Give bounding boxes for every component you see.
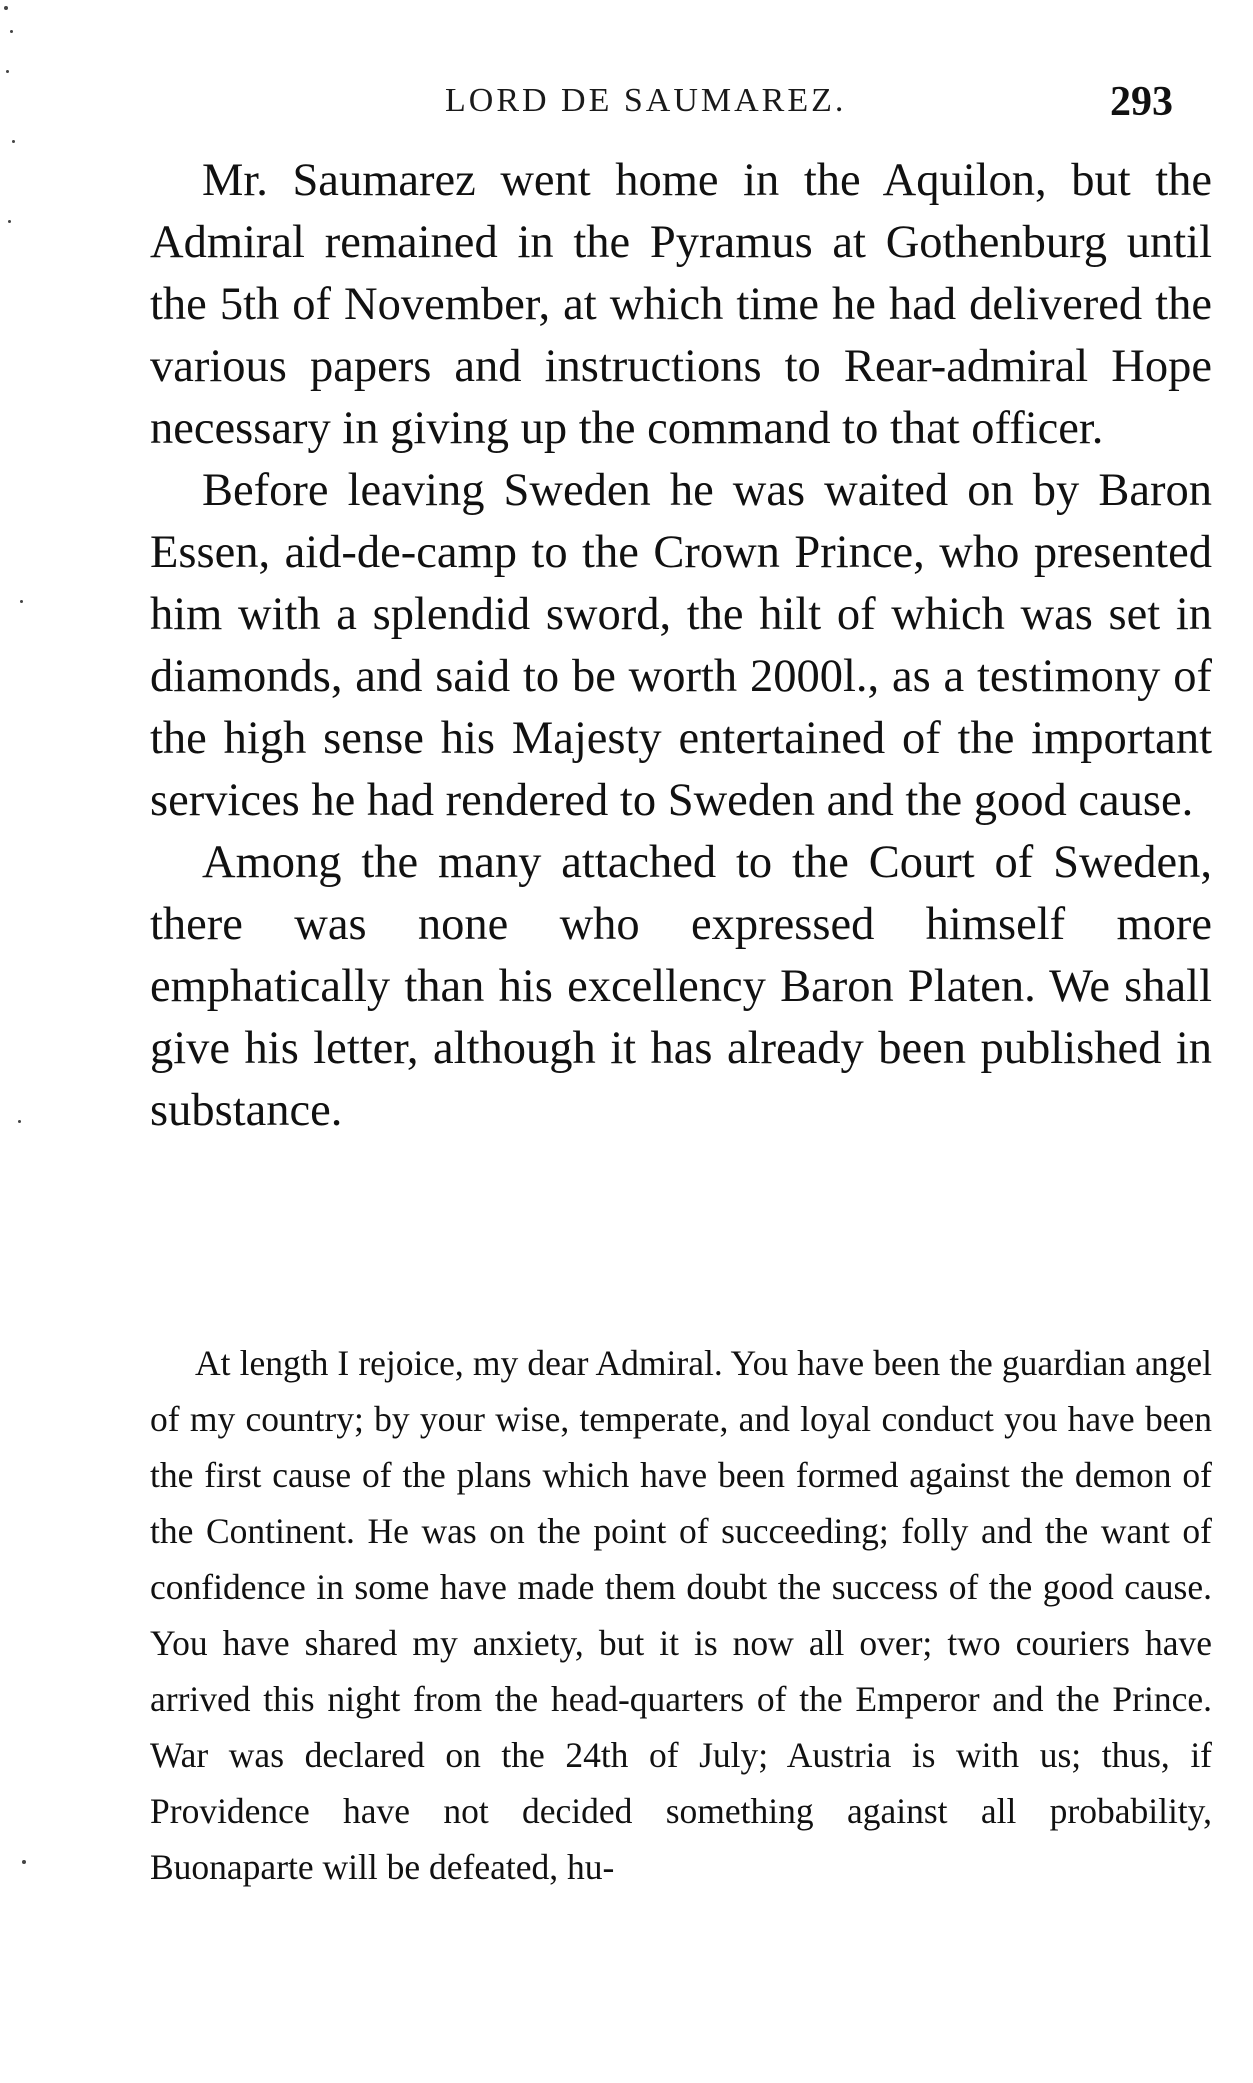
- speck: [4, 6, 8, 10]
- running-head: [0, 78, 1253, 128]
- paragraph: Mr. Saumarez went home in the Aquilon, but the Admiral remained in the Pyramus at Gothenburg until the 5th of November, at which time he had delivered the various papers and instructions to Rear-admiral Hope necessary in giving up the command to that officer.: [150, 155, 1212, 454]
- speck: [12, 140, 15, 143]
- paragraph: Before leaving Sweden he was waited on by Baron Essen, aid-de-camp to the Crown Prince, who presented him with a splendid sword, the hilt of which was set in diamonds, and said to be worth 2000l., as a testimony of the high sense his Majesty entertained of the important services he had rendered to Sweden and the good cause.: [150, 465, 1212, 826]
- page-number: 293: [1110, 79, 1173, 125]
- quoted-letter: At length I rejoice, my dear Admiral. You have been the guardian angel of my country; by your wise, temperate, and loyal conduct you have been the first cause of the plans which have been formed against the demon of the Continent. He was on the point of succeeding; folly and the want of confidence in some have made them doubt the success of the good cause. You have shared my anxiety, but it is now all over; two couriers have arrived this night from the head-quarters of the Emperor and the Prince. War was declared on the 24th of July; Austria is with us; thus, if Providence have not decided something against all probability, Buonaparte will be defeated, hu-: [150, 1343, 1212, 1887]
- speck: [6, 70, 9, 73]
- speck: [18, 1120, 21, 1123]
- body-text: [150, 150, 1212, 1142]
- speck: [10, 30, 13, 33]
- page-edge-specks: [0, 0, 40, 2083]
- speck: [8, 220, 11, 223]
- speck: [20, 600, 23, 603]
- speck: [22, 1860, 26, 1864]
- paragraph: Among the many attached to the Court of Sweden, there was none who expressed himself more emphatically than his excellency Baron Platen. We shall give his letter, although it has already been published in substance.: [150, 837, 1212, 1136]
- running-head-title: LORD DE SAUMAREZ.: [445, 82, 847, 119]
